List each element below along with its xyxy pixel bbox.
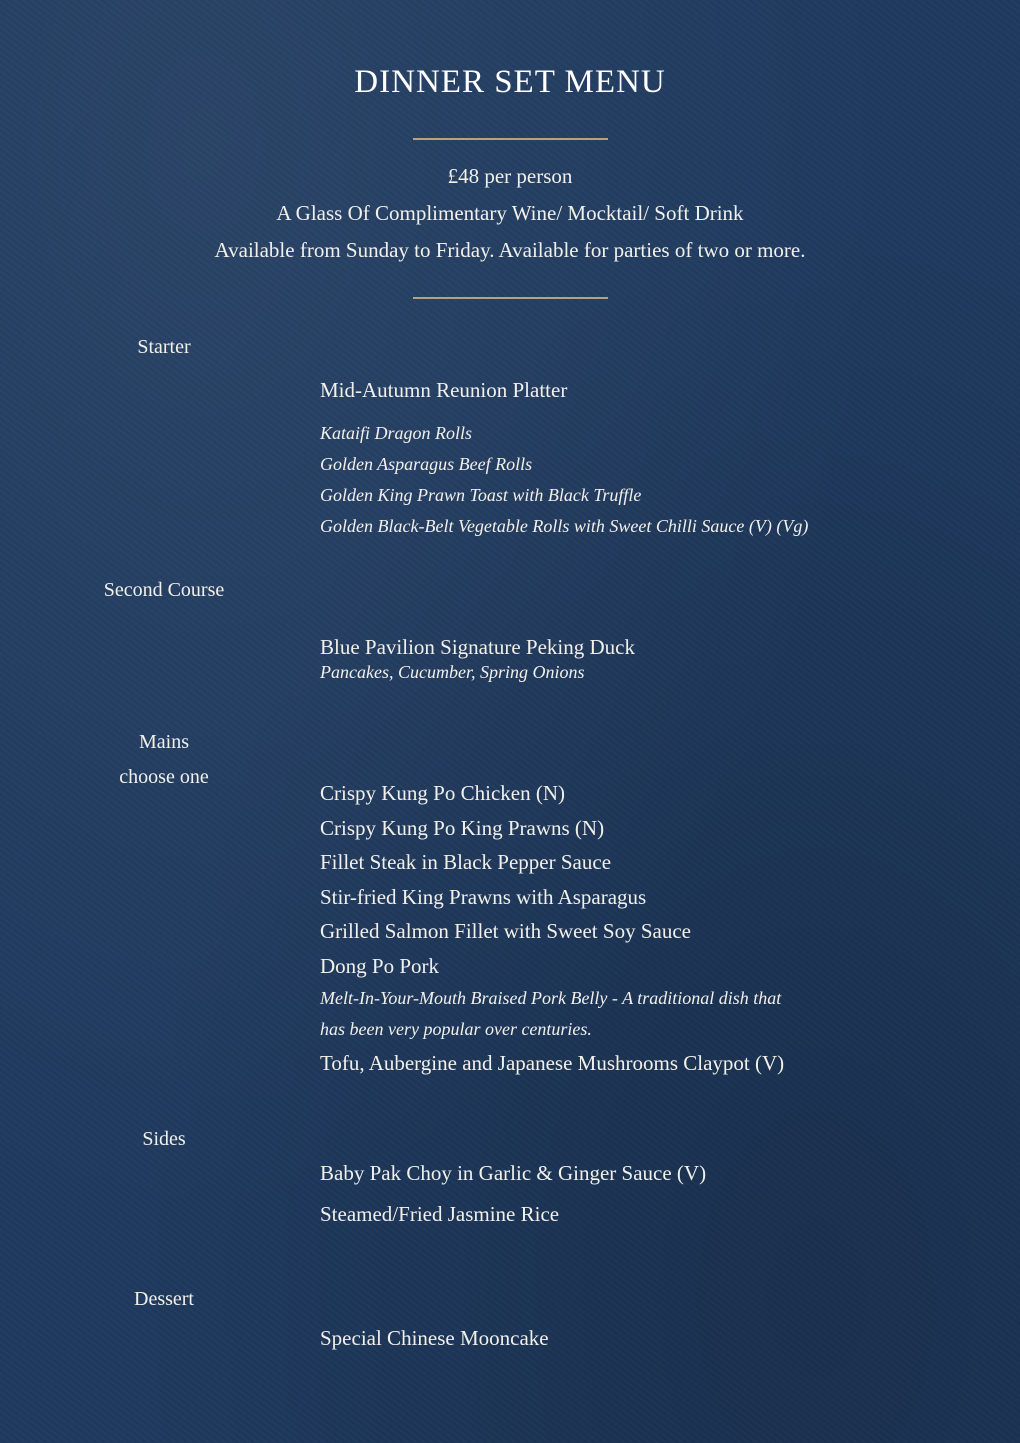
menu-title: DINNER SET MENU [354,64,666,100]
mains-item: Grilled Salmon Fillet with Sweet Soy Sauce [320,919,691,943]
dessert-item: Special Chinese Mooncake [320,1326,549,1350]
mains-item: Stir-fried King Prawns with Asparagus [320,885,647,909]
mains-item: Dong Po Pork [320,954,440,978]
second-course-desc: Pancakes, Cucumber, Spring Onions [320,662,585,682]
second-course-dish: Blue Pavilion Signature Peking Duck [320,635,635,659]
starter-item: Golden King Prawn Toast with Black Truffle [320,485,642,505]
starter-item: Kataifi Dragon Rolls [320,423,473,443]
starter-dish: Mid-Autumn Reunion Platter [320,378,568,402]
price-text: £48 per person [447,164,573,188]
starter-item: Golden Black-Belt Vegetable Rolls with Sweet Chilli Sauce (V) (Vg) [320,516,809,536]
starter-item: Golden Asparagus Beef Rolls [320,454,533,474]
drink-text: A Glass Of Complimentary Wine/ Mocktail/ Soft Drink [276,201,744,225]
bottom-divider [413,297,608,299]
dongpo-desc: has been very popular over centuries. [320,1019,592,1039]
section-mains: Mains [139,731,189,753]
mains-item: Crispy Kung Po Chicken (N) [320,781,565,805]
section-dessert: Dessert [134,1288,194,1310]
top-divider [413,138,608,140]
section-starter: Starter [137,336,191,358]
mains-item: Fillet Steak in Black Pepper Sauce [320,850,612,874]
mains-sublabel: choose one [119,766,209,788]
mains-item: Crispy Kung Po King Prawns (N) [320,816,605,840]
dongpo-desc: Melt-In-Your-Mouth Braised Pork Belly - A traditional dish that [320,988,782,1008]
mains-item: Tofu, Aubergine and Japanese Mushrooms Claypot (V) [320,1051,785,1075]
section-sides: Sides [142,1128,186,1150]
availability-text: Available from Sunday to Friday. Available for parties of two or more. [214,238,806,262]
sides-item: Baby Pak Choy in Garlic & Ginger Sauce (V) [320,1161,707,1185]
section-second-course: Second Course [103,579,225,601]
sides-item: Steamed/Fried Jasmine Rice [320,1202,560,1226]
